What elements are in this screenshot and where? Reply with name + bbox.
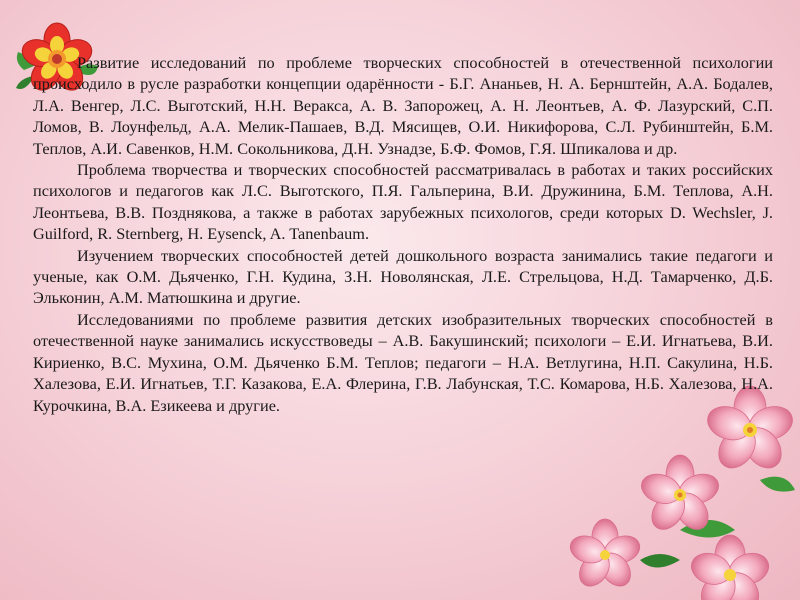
paragraph-2: Проблема творчества и творческих способностей рассматривалась в работах и таких российских психологов и педагогов как Л.С. Выготского, П.Я. Гальперина, В.И. Дружинина, Б.М. Теплова, А.Н. Леонтьева, В.В. Позднякова, а также в работах зарубежных психологов, среди которых D. Wechsler, J. Guilford, R. Sternberg, H. Eysenck, A. Tanenbaum. [33,160,773,244]
paragraph-3: Изучением творческих способностей детей дошкольного возраста занимались такие педагоги и ученые, как О.М. Дьяченко, Г.Н. Кудина, З.Н. Новолянская, Л.Е. Стрельцова, Н.Д. Тамарченко, Д.Б. Эльконин, А.М. Матюшкина и другие. [33,245,773,308]
paragraph-1: Развитие исследований по проблеме творческих способностей в отечественной психологии происходило в русле разработки концепции одарённости - Б.Г. Ананьев, Н. А. Бернштейн, А.А. Бодалев, Л.А. Венгер, Л.С. Выготский, Н.Н. Веракса, А. В. Запорожец, А. Н. Леонтьев, А. Ф. Лазурский, С.П. Ломов, В. Лоунфельд, А.А. Мелик-Пашаев, В.Д. Мясищев, О.И. Никифорова, С.Л. Рубинштейн, Б.М. Теплов, А.И. Савенков, Н.М. Сокольникова, Д.Н. Узнадзе, Б.Ф. Фомов, Г.Я. Шпикалова и др. [33,53,773,158]
text-block [33,52,773,416]
paragraph-4: Исследованиями по проблеме развития детских изобразительных творческих способностей в отечественной науке занимались искусствоведы – А.В. Бакушинский; психологи – Е.И. Игнатьева, В.И. Кириенко, В.С. Мухина, О.М. Дьяченко Б.М. Теплов; педагоги – Н.А. Ветлугина, Н.П. Сакулина, Н.Б. Халезова, Е.И. Игнатьев, Т.Г. Казакова, Е.А. Флерина, Г.В. Лабунская, Т.С. Комарова, Н.Б. Халезова, Н.А. Курочкина, В.А. Езикеева и другие. [33,309,773,415]
